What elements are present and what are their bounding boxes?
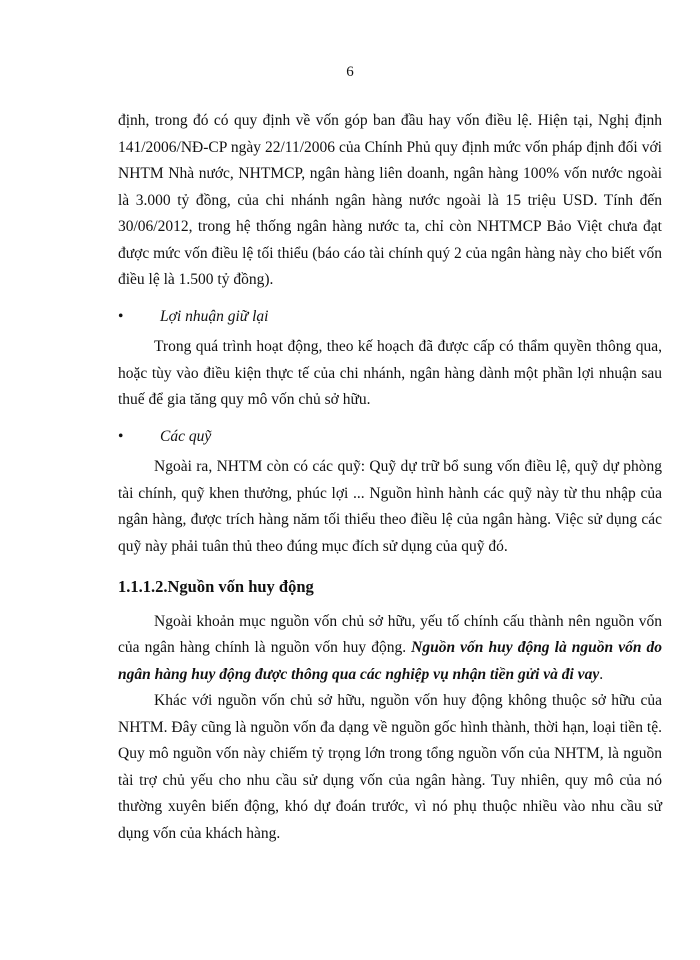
bullet-icon: • bbox=[118, 307, 124, 325]
bullet-retained-earnings bbox=[118, 304, 662, 331]
emphasis-definition: Nguồn vốn huy động là nguồn vốn do ngân hàng huy động được thông qua các nghiệp vụ nhận tiền gửi và đi vay bbox=[118, 639, 663, 683]
section-heading: 1.1.1.2.Nguồn vốn huy động bbox=[118, 577, 314, 596]
paragraph-funds: Ngoài ra, NHTM còn có các quỹ: Quỹ dự trữ bổ sung vốn điều lệ, quỹ dự phòng tài chính, quỹ khen thưởng, phúc lợi ... Nguồn hình hành các quỹ này từ thu nhập của ngân hàng, được trích hàng năm tối thiểu theo điều lệ của ngân hàng. Việc sử dụng các quỹ này phải tuân thủ theo đúng mục đích sử dụng của quỹ đó. bbox=[118, 458, 662, 555]
paragraph-text-end: . bbox=[599, 665, 604, 683]
document-body bbox=[118, 108, 662, 847]
paragraph-charter-capital: định, trong đó có quy định về vốn góp ban đầu hay vốn điều lệ. Hiện tại, Nghị định 141/2006/NĐ-CP ngày 22/11/2006 của Chính Phủ quy định mức vốn pháp định đối với NHTM Nhà nước, NHTMCP, ngân hàng liên doanh, ngân hàng 100% vốn nước ngoài là 3.000 tỷ đồng, của chi nhánh ngân hàng nước ngoài là 15 triệu USD. Tính đến 30/06/2012, trong hệ thống ngân hàng nước ta, chỉ còn NHTMCP Bảo Việt chưa đạt được mức vốn điều lệ tối thiểu (báo cáo tài chính quý 2 của ngân hàng này cho biết vốn điều lệ là 1.500 tỷ đồng). bbox=[118, 112, 662, 288]
bullet-title: Các quỹ bbox=[160, 427, 212, 445]
bullet-icon: • bbox=[118, 427, 124, 445]
paragraph-text: Ngoài khoản mục nguồn vốn chủ sở hữu, yếu tố chính cấu thành nên nguồn vốn của ngân hàng chính là nguồn vốn huy động. bbox=[118, 612, 662, 656]
paragraph-mobilized-capital bbox=[118, 609, 662, 689]
bullet-title: Lợi nhuận giữ lại bbox=[160, 307, 269, 325]
paragraph-retained-earnings: Trong quá trình hoạt động, theo kế hoạch đã được cấp có thẩm quyền thông qua, hoặc tùy vào điều kiện thực tế của chi nhánh, ngân hàng dành một phần lợi nhuận sau thuế để gia tăng quy mô vốn chủ sở hữu. bbox=[118, 338, 662, 408]
bullet-funds bbox=[118, 424, 662, 451]
paragraph-mobilized-characteristics: Khác với nguồn vốn chủ sở hữu, nguồn vốn huy động không thuộc sở hữu của NHTM. Đây cũng là nguồn vốn đa dạng về nguồn gốc hình thành, thời hạn, loại tiền tệ. Quy mô nguồn vốn này chiếm tỷ trọng lớn trong tổng nguồn vốn của NHTM, là nguồn tài trợ chủ yếu cho nhu cầu sử dụng vốn của ngân hàng. Tuy nhiên, quy mô của nó thường xuyên biến động, khó dự đoán trước, vì nó phụ thuộc nhiều vào nhu cầu sử dụng vốn của khách hàng. bbox=[118, 692, 662, 842]
page-number: 6 bbox=[346, 64, 354, 80]
